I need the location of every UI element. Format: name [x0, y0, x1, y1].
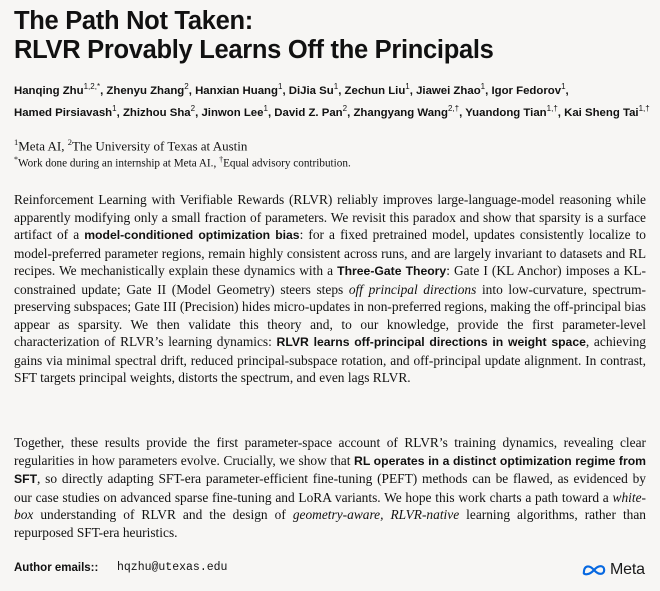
author-entry: [106, 82, 189, 97]
author-name: Jiawei Zhao: [416, 84, 481, 97]
abstract2-text-3: understanding of RLVR and the design of: [33, 507, 293, 522]
abstract2-italic-2: geometry-aware, RLVR-native: [292, 507, 460, 522]
abstract1-text-2: : for a fixed pretrained model, updates consistently localize to model-preferred parameter regions, remain highly consistent across runs, and are largely invariant to datasets and RL recipes. We mechanistically explain these dynamics with a: [14, 227, 646, 278]
title-line-1: The Path Not Taken:: [14, 7, 253, 35]
abstract1-text-5: , achieving gains via minimal spectral drift, reduced principal-subspace rotation, and off-principal update alignment. In contrast, SFT targets principal weights, distorts the spectrum, and even lags RLVR.: [14, 334, 646, 385]
author-name: Hanqing Zhu: [14, 84, 84, 97]
author-affil-mark: 1,†: [546, 104, 558, 114]
author-affil-mark: 1: [333, 82, 339, 91]
author-entry: [344, 82, 410, 97]
abstract1-italic-1: off principal directions: [348, 281, 477, 297]
author-affil-mark: 1: [405, 82, 410, 91]
affil-ut: The University of Texas at Austin: [71, 138, 248, 154]
author-affil-mark: 2: [342, 104, 348, 114]
author-affil-mark: 2: [190, 104, 196, 114]
author-entry: [274, 104, 348, 120]
author-affil-mark: 1,†: [638, 104, 650, 114]
abstract2-italic-1: white-box: [14, 489, 646, 522]
author-entry: [416, 82, 486, 97]
affil-mark-2: 2: [67, 137, 72, 147]
author-affil-mark: 1,2,*: [83, 82, 101, 91]
author-name: Zechun Liu: [344, 84, 406, 97]
author-name: Zhangyang Wang: [353, 107, 448, 120]
abstract2-text-2: , so directly adapting SFT-era parameter-efficient fine-tuning (PEFT) methods can be flawed, as evidenced by our case studies on advanced sparse fine-tuning and LoRA variants. We hope this work charts a path toward a: [14, 471, 646, 505]
abstract1-bold-1: model-conditioned optimization bias: [84, 228, 300, 242]
abstract1-bold-3: RLVR learns off-principal directions in weight space: [276, 335, 586, 349]
note-equal: Equal advisory contribution.: [223, 157, 351, 170]
author-name: Hanxian Huang: [195, 84, 278, 97]
note-star: *: [14, 155, 18, 164]
author-name: Igor Fedorov: [491, 84, 562, 97]
author-entry: [201, 104, 268, 120]
author-emails-label: Author emails::: [14, 562, 99, 574]
author-affil-mark: 1: [277, 82, 283, 91]
author-affil-mark: 1: [561, 82, 566, 91]
author-name: Yuandong Tian: [465, 107, 547, 120]
author-note: [14, 153, 644, 171]
author-entry: [491, 82, 566, 97]
author-affil-mark: 2: [184, 82, 189, 91]
abstract1-bold-2: Three-Gate Theory: [337, 264, 447, 278]
author-affil-mark: 1: [112, 104, 117, 114]
author-name: Kai Sheng Tai: [564, 107, 639, 120]
author-name: DiJia Su: [288, 84, 334, 97]
meta-infinity-icon: [581, 563, 607, 577]
abstract2-text-1: Together, these results provide the first parameter-space account of RLVR’s training dynamics, revealing clear regularities in how parameters evolve. Crucially, we show that: [14, 435, 646, 468]
author-list: Hanqing Zhu$^{1,2,*}$, Zhenyu Zhang$^2$, Hanxian Huang$^1$, DiJia Su$^1$, Zechun Liu$^1$, Jiawei Zhao$^1$, Igor Fedorov$^1$, Hamed Pirsiavash$^1$, Zhizhou Sha$^2$, Jinwon Lee$^1$, David Z. Pan$^2$, Zhangyang Wang$^{2,\dagger}$, Yuandong Tian$^{1,\dagger}$, Kai Sheng Tai$^{1,\dagger}$: [14, 82, 650, 120]
author-name: Zhizhou Sha: [122, 107, 191, 120]
author-entry: [14, 104, 117, 120]
author-name: David Z. Pan: [274, 107, 343, 120]
abstract-paragraph-1: [14, 191, 646, 387]
note-dagger: †: [219, 155, 224, 164]
author-name: Jinwon Lee: [201, 107, 264, 120]
affiliations: [14, 134, 644, 154]
abstract2-text-4: learning algorithms, rather than repurposed SFT-era heuristics.: [14, 507, 647, 540]
author-name: Zhenyu Zhang: [106, 84, 185, 97]
paper-title: [14, 7, 644, 65]
affil-meta: Meta AI,: [18, 138, 68, 154]
author-entry: [288, 82, 339, 97]
abstract1-text-4: into low-curvature, spectrum-preserving subspaces; Gate III (Precision) hides micro-updates in non-preferred regions, making the off-principal bias appear as sparsity. We then validate this theory and, to our knowledge, provide the first parameter-level characterization of RLVR’s learning dynamics:: [14, 281, 646, 349]
abstract1-text-1: Reinforcement Learning with Verifiable Rewards (RLVR) reliably improves large-language-model reasoning while apparently modifying only a small fraction of parameters. We revisit this paradox and show that sparsity is a surface artifact of a: [14, 192, 646, 242]
affil-mark-1: 1: [14, 137, 19, 147]
note-internship: Work done during an internship at Meta AI.,: [18, 157, 220, 170]
author-entry: [353, 104, 460, 120]
author-affil-mark: 2,†: [447, 104, 460, 114]
author-email-link[interactable]: hqzhu@utexas.edu: [117, 561, 228, 574]
abstract1-text-3: : Gate I (KL Anchor) imposes a KL-constrained update; Gate II (Model Geometry) steers steps: [14, 263, 646, 297]
author-name: Hamed Pirsiavash: [14, 107, 113, 120]
abstract-paragraph-2: [14, 434, 646, 541]
author-affil-mark: 1: [263, 104, 268, 114]
author-entry: [14, 82, 101, 97]
author-affil-mark: 1: [480, 82, 486, 91]
author-entry: [564, 104, 650, 120]
title-line-2: RLVR Provably Learns Off the Principals: [14, 36, 494, 64]
author-entry: [195, 82, 283, 97]
abstract2-bold-1: RL operates in a distinct optimization regime from SFT: [14, 453, 646, 486]
author-entry: [465, 104, 558, 120]
meta-wordmark: Meta: [610, 561, 645, 578]
meta-logo: [581, 561, 645, 579]
author-entry: [122, 104, 196, 120]
